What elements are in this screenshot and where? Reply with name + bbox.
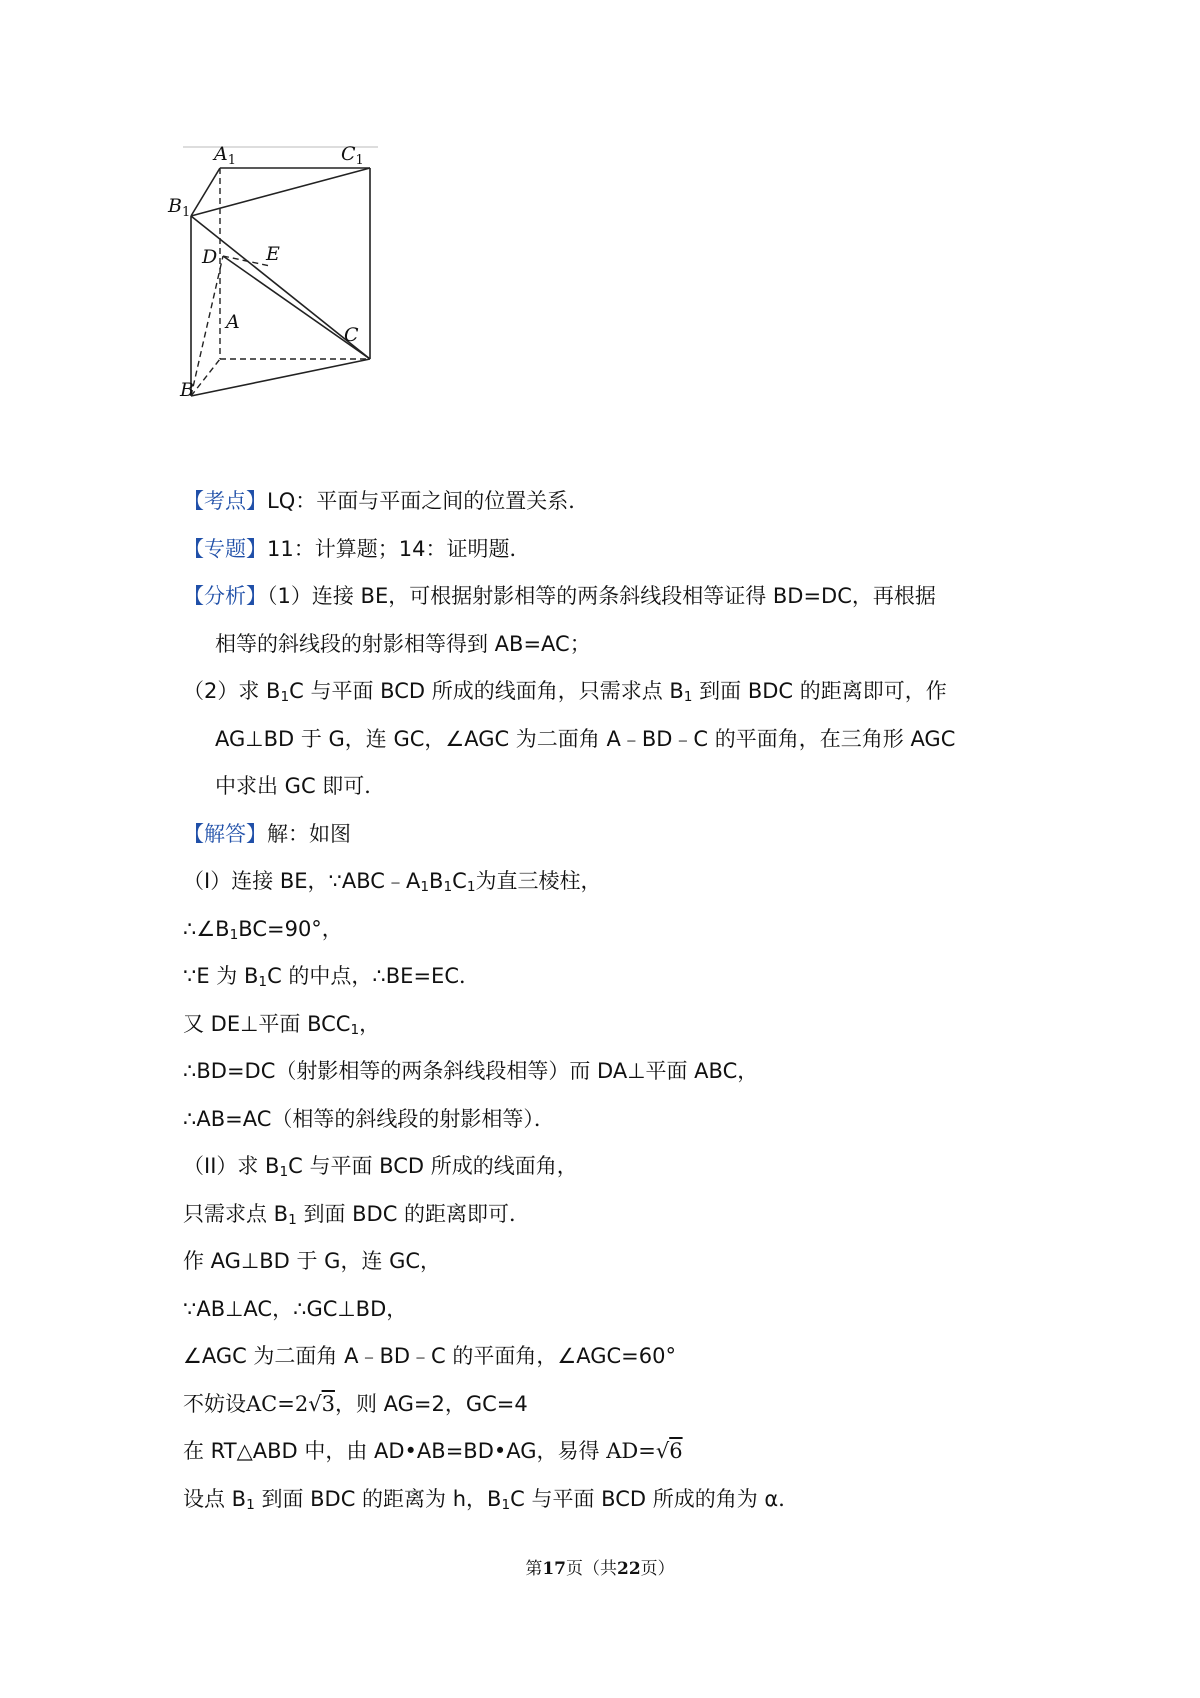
line-step-3: ∵E 为 $B_1C$ 的中点，∴BE=EC． xyxy=(183,964,480,990)
line-step-14: 设点 $B_1$ 到面 BDC 的距离为 h，$B_1C$ 与平面 BCD 所成的角为 α． xyxy=(183,1486,800,1513)
tag-kaodian: 【考点】 xyxy=(183,489,267,513)
solution-text xyxy=(183,478,1033,1523)
line-jieda: 【解答】解：如图 xyxy=(183,821,351,846)
line-fenxi: 【分析】（1）连接 BE，可根据射影相等的两条斜线段相等证得 BD=DC，再根据 xyxy=(183,584,936,608)
line-step-5: ∴BD=DC（射影相等的两条斜线段相等）而 DA⊥平面 ABC， xyxy=(183,1059,759,1083)
label-a1: $A_1$ xyxy=(214,143,237,168)
label-b1: $B_1$ xyxy=(168,195,191,220)
line-step-6: ∴AB=AC（相等的斜线段的射影相等）． xyxy=(183,1106,555,1131)
tag-jieda: 【解答】 xyxy=(183,821,267,846)
label-e: E xyxy=(266,243,280,265)
line-step-9: 作 AG⊥BD 于 G，连 GC， xyxy=(183,1249,442,1273)
line-kaodian: 【考点】LQ：平面与平面之间的位置关系． xyxy=(183,489,590,513)
prism-diagram xyxy=(168,138,408,438)
line-step-4: 又 DE⊥平面 $BCC_1$， xyxy=(183,1011,381,1038)
edge-b-d xyxy=(191,256,223,396)
label-c: C xyxy=(344,324,359,346)
page-number: 17 xyxy=(542,1559,566,1579)
line-fenxi-5: 中求出 GC 即可． xyxy=(215,774,386,798)
label-c1: $C_1$ xyxy=(341,143,364,168)
page-total: 22 xyxy=(617,1559,641,1579)
edge-b-c xyxy=(191,359,370,396)
formula-ac: AC=2√3 xyxy=(246,1391,335,1416)
line-zhuanti: 【专题】11：计算题；14：证明题． xyxy=(183,536,531,561)
line-step-13: 在 RT△ABD 中，由 AD•AB=BD•AG，易得 AD=√6 xyxy=(183,1428,1033,1476)
label-b: B xyxy=(180,379,194,401)
line-step-12: 不妨设AC=2√3，则 AG=2，GC=4 xyxy=(183,1381,1033,1429)
line-step-8: 只需求点 $B_1$ 到面 BDC 的距离即可． xyxy=(183,1201,531,1228)
label-d: D xyxy=(202,246,218,268)
line-fenxi-4: AG⊥BD 于 G，连 GC，∠AGC 为二面角 A﹣BD﹣C 的平面角，在三角形 AGC xyxy=(215,726,956,751)
page-footer: 第17页（共22页） xyxy=(525,1559,675,1579)
formula-ad: AD=√6 xyxy=(606,1439,683,1463)
line-step-2: $\therefore\angle B_1BC=90^\circ$， xyxy=(183,916,343,943)
line-step-1: （I）连接 BE，$\because ABC﹣A_1B_1C_1$为直三棱柱， xyxy=(183,869,602,895)
line-step-10: ∵AB⊥AC，∴GC⊥BD， xyxy=(183,1296,408,1321)
label-a: A xyxy=(226,311,240,333)
tag-zhuanti: 【专题】 xyxy=(183,536,267,561)
tag-fenxi: 【分析】 xyxy=(183,584,267,608)
line-fenxi-3: （2）求 $B_1C$ 与平面 BCD 所成的线面角，只需求点 $B_1$ 到面 BDC 的距离即可，作 xyxy=(183,679,947,705)
line-fenxi-2: 相等的斜线段的射影相等得到 AB=AC； xyxy=(215,631,591,656)
line-step-11: ∠AGC 为二面角 A﹣BD﹣C 的平面角，∠AGC=60° xyxy=(183,1344,676,1368)
prism-figure xyxy=(168,138,408,438)
edge-b1-c1 xyxy=(191,168,370,216)
line-step-7: （II）求 $B_1C$ 与平面 BCD 所成的线面角， xyxy=(183,1154,578,1180)
